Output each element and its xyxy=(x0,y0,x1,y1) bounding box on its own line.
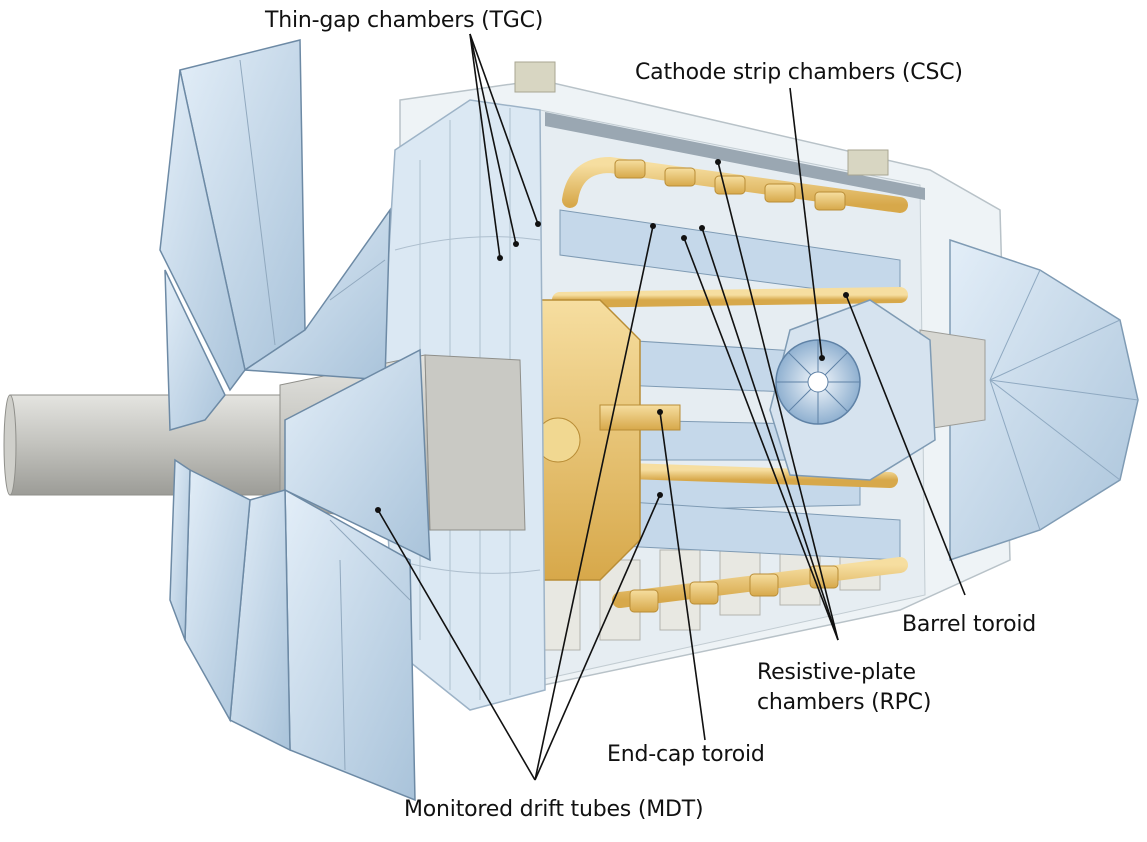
far-end-cap-wheel xyxy=(920,240,1138,560)
rpc-label-line2: chambers (RPC) xyxy=(757,690,932,715)
rpc-label-line1: Resistive-plate xyxy=(757,660,916,685)
csc-label: Cathode strip chambers (CSC) xyxy=(635,60,963,85)
near-end-cap-petals xyxy=(160,40,430,800)
barrel-toroid-label: Barrel toroid xyxy=(902,612,1037,637)
tgc-label: Thin-gap chambers (TGC) xyxy=(265,8,544,33)
mdt-label: Monitored drift tubes (MDT) xyxy=(404,797,704,822)
end-cap-toroid-label: End-cap toroid xyxy=(607,742,765,767)
